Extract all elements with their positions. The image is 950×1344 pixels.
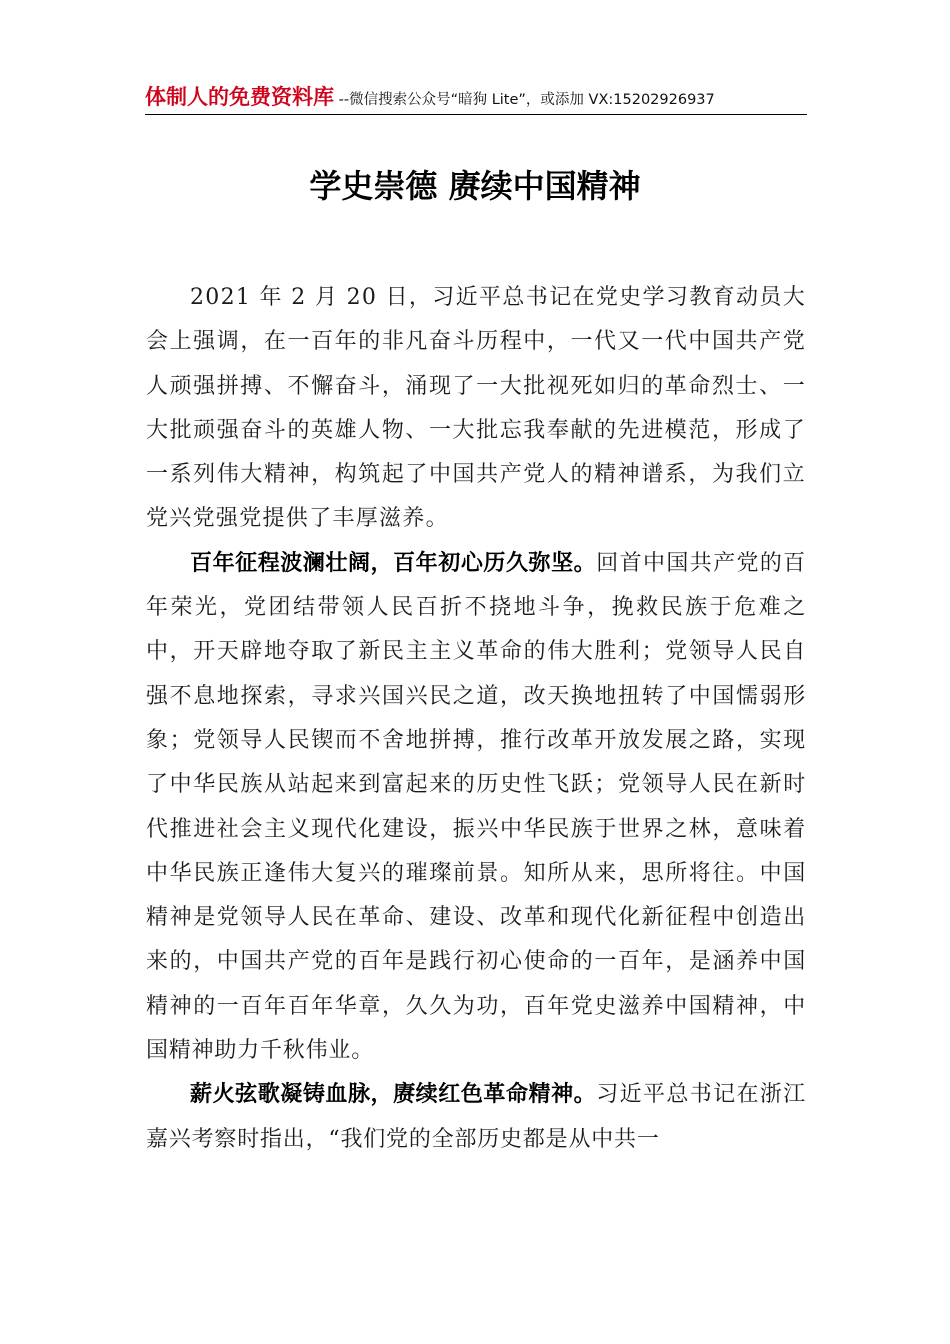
paragraph-3 [146, 1073, 806, 1162]
paragraph-3-lead: 薪火弦歌凝铸血脉，赓续红色革命精神。 [190, 1082, 597, 1108]
paragraph-2-lead: 百年征程波澜壮阔，百年初心历久弥坚。 [190, 550, 597, 576]
page-header [145, 84, 805, 114]
paragraph-3-text: 习近平总书记在浙江嘉兴考察时指出，“我们党的全部历史都是从中共一 [146, 1082, 806, 1152]
document-body [146, 276, 806, 1162]
paragraph-2 [146, 542, 806, 1074]
document-title: 学史崇德 赓续中国精神 [309, 167, 641, 205]
paragraph-2-text: 回首中国共产党的百年荣光，党团结带领人民百折不挠地斗争，挽救民族于危难之中，开天辟地夺取了新民主主义革命的伟大胜利；党领导人民自强不息地探索，寻求兴国兴民之道，改天换地扭转了中国懦弱形象；党领导人民锲而不舍地拼搏，推行改革开放发展之路，实现了中华民族从站起来到富起来的历史性飞跃；党领导人民在新时代推进社会主义现代化建设，振兴中华民族于世界之林，意味着中华民族正逢伟大复兴的璀璨前景。知所从来，思所将往。中国精神是党领导人民在革命、建设、改革和现代化新征程中创造出来的，中国共产党的百年是践行初心使命的一百年，是涵养中国精神的一百年百年华章，久久为功，百年党史滋养中国精神，中国精神助力千秋伟业。 [146, 550, 806, 1064]
header-brand: 体制人的免费资料库 [145, 85, 334, 109]
paragraph-1 [146, 276, 806, 542]
header-divider [145, 114, 807, 115]
header-note: --微信搜索公众号“暗狗 Lite”，或添加 VX:15202926937 [334, 92, 715, 108]
paragraph-1-text: 2021 年 2 月 20 日，习近平总书记在党史学习教育动员大会上强调，在一百年的非凡奋斗历程中，一代又一代中国共产党人顽强拼搏、不懈奋斗，涌现了一大批视死如归的革命烈士、一大批顽强奋斗的英雄人物、一大批忘我奉献的先进模范，形成了一系列伟大精神，构筑起了中国共产党人的精神谱系，为我们立党兴党强党提供了丰厚滋养。 [146, 285, 806, 532]
